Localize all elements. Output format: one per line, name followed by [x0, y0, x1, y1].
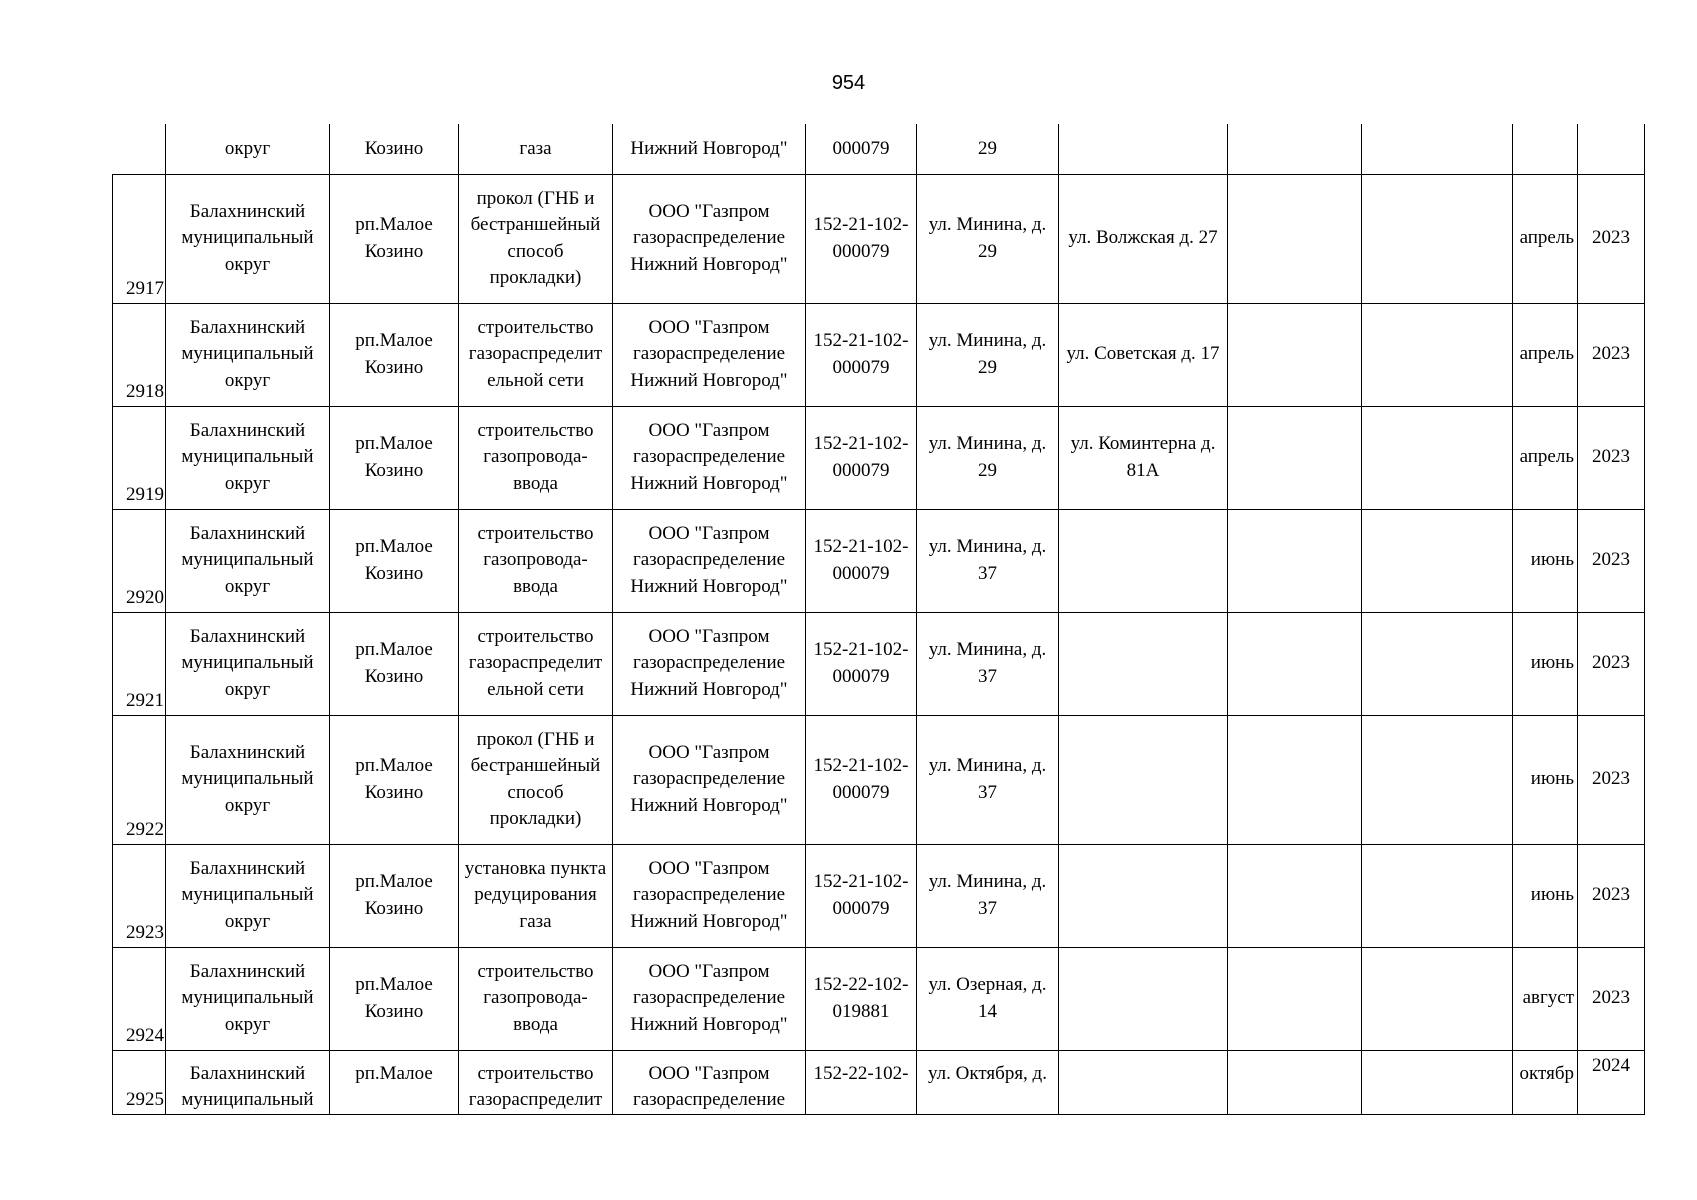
code-cell: 152-21-102- 000079	[806, 844, 917, 947]
work-type-cell: строительство газораспределит ельной сети	[459, 612, 613, 715]
district-cell: округ	[166, 124, 330, 174]
table-row	[113, 406, 1645, 509]
row-number: 2918	[113, 303, 166, 406]
table-row	[113, 509, 1645, 612]
work-type-cell: строительство газопровода- ввода	[459, 509, 613, 612]
year-cell: 2023	[1578, 844, 1645, 947]
empty-cell	[1362, 303, 1513, 406]
row-number	[113, 124, 166, 174]
year-cell: 2023	[1578, 303, 1645, 406]
organization-cell: ООО "Газпром газораспределение Нижний Новгород"	[613, 406, 806, 509]
table-row	[113, 1050, 1645, 1114]
year-cell: 2023	[1578, 509, 1645, 612]
empty-cell	[1228, 406, 1362, 509]
settlement-cell: рп.Малое Козино	[330, 509, 459, 612]
month-cell: апрель	[1513, 406, 1578, 509]
row-number: 2924	[113, 947, 166, 1050]
settlement-cell: Козино	[330, 124, 459, 174]
empty-cell	[1228, 844, 1362, 947]
code-cell: 152-22-102- 019881	[806, 947, 917, 1050]
month-cell: октябр	[1513, 1050, 1578, 1114]
empty-cell	[1362, 406, 1513, 509]
year-cell: 2023	[1578, 947, 1645, 1050]
object-address-cell: ул. Коминтерна д. 81А	[1059, 406, 1228, 509]
address-cell: ул. Минина, д. 29	[917, 406, 1059, 509]
district-cell: Балахнинский муниципальный округ	[166, 844, 330, 947]
address-cell: ул. Озерная, д. 14	[917, 947, 1059, 1050]
month-cell: июнь	[1513, 715, 1578, 844]
empty-cell	[1228, 509, 1362, 612]
month-cell	[1513, 124, 1578, 174]
address-cell: ул. Октября, д.	[917, 1050, 1059, 1114]
empty-cell	[1228, 124, 1362, 174]
address-cell: ул. Минина, д. 37	[917, 715, 1059, 844]
code-cell: 152-21-102- 000079	[806, 174, 917, 303]
settlement-cell: рп.Малое Козино	[330, 303, 459, 406]
table-row	[113, 124, 1645, 174]
address-cell: ул. Минина, д. 29	[917, 174, 1059, 303]
district-cell: Балахнинский муниципальный округ	[166, 174, 330, 303]
object-address-cell	[1059, 844, 1228, 947]
code-cell: 152-21-102- 000079	[806, 509, 917, 612]
month-cell: август	[1513, 947, 1578, 1050]
district-cell: Балахнинский муниципальный округ	[166, 715, 330, 844]
row-number: 2919	[113, 406, 166, 509]
organization-cell: ООО "Газпром газораспределение Нижний Новгород"	[613, 303, 806, 406]
object-address-cell: ул. Волжская д. 27	[1059, 174, 1228, 303]
organization-cell: ООО "Газпром газораспределение Нижний Новгород"	[613, 947, 806, 1050]
registry-body	[113, 124, 1645, 1114]
year-cell	[1578, 124, 1645, 174]
district-cell: Балахнинский муниципальный округ	[166, 947, 330, 1050]
empty-cell	[1362, 947, 1513, 1050]
work-type-cell: газа	[459, 124, 613, 174]
organization-cell: ООО "Газпром газораспределение Нижний Новгород"	[613, 612, 806, 715]
empty-cell	[1228, 947, 1362, 1050]
table-row	[113, 715, 1645, 844]
row-number: 2922	[113, 715, 166, 844]
settlement-cell: рп.Малое Козино	[330, 174, 459, 303]
row-number: 2923	[113, 844, 166, 947]
address-cell: ул. Минина, д. 37	[917, 509, 1059, 612]
organization-cell: ООО "Газпром газораспределение Нижний Новгород"	[613, 174, 806, 303]
code-cell: 000079	[806, 124, 917, 174]
year-cell: 2024	[1578, 1050, 1645, 1114]
empty-cell	[1362, 509, 1513, 612]
code-cell: 152-21-102- 000079	[806, 715, 917, 844]
settlement-cell: рп.Малое Козино	[330, 406, 459, 509]
object-address-cell	[1059, 509, 1228, 612]
settlement-cell: рп.Малое Козино	[330, 715, 459, 844]
district-cell: Балахнинский муниципальный округ	[166, 612, 330, 715]
empty-cell	[1228, 174, 1362, 303]
address-cell: 29	[917, 124, 1059, 174]
empty-cell	[1228, 612, 1362, 715]
year-cell: 2023	[1578, 406, 1645, 509]
district-cell: Балахнинский муниципальный округ	[166, 406, 330, 509]
empty-cell	[1362, 124, 1513, 174]
organization-cell: ООО "Газпром газораспределение	[613, 1050, 806, 1114]
organization-cell: ООО "Газпром газораспределение Нижний Новгород"	[613, 509, 806, 612]
settlement-cell: рп.Малое Козино	[330, 947, 459, 1050]
object-address-cell	[1059, 124, 1228, 174]
month-cell: июнь	[1513, 844, 1578, 947]
year-cell: 2023	[1578, 715, 1645, 844]
row-number: 2920	[113, 509, 166, 612]
empty-cell	[1362, 715, 1513, 844]
month-cell: июнь	[1513, 612, 1578, 715]
year-cell: 2023	[1578, 174, 1645, 303]
empty-cell	[1362, 1050, 1513, 1114]
work-type-cell: строительство газопровода- ввода	[459, 947, 613, 1050]
table-row	[113, 612, 1645, 715]
district-cell: Балахнинский муниципальный	[166, 1050, 330, 1114]
empty-cell	[1362, 844, 1513, 947]
code-cell: 152-22-102-	[806, 1050, 917, 1114]
organization-cell: ООО "Газпром газораспределение Нижний Новгород"	[613, 844, 806, 947]
work-type-cell: прокол (ГНБ и бестраншейный способ прокладки)	[459, 715, 613, 844]
code-cell: 152-21-102- 000079	[806, 406, 917, 509]
address-cell: ул. Минина, д. 37	[917, 612, 1059, 715]
year-cell: 2023	[1578, 612, 1645, 715]
object-address-cell: ул. Советская д. 17	[1059, 303, 1228, 406]
month-cell: апрель	[1513, 174, 1578, 303]
district-cell: Балахнинский муниципальный округ	[166, 303, 330, 406]
object-address-cell	[1059, 715, 1228, 844]
work-type-cell: строительство газораспределит	[459, 1050, 613, 1114]
object-address-cell	[1059, 1050, 1228, 1114]
registry-table	[112, 124, 1645, 1115]
organization-cell: ООО "Газпром газораспределение Нижний Новгород"	[613, 715, 806, 844]
object-address-cell	[1059, 947, 1228, 1050]
page-number: 954	[831, 72, 866, 94]
work-type-cell: прокол (ГНБ и бестраншейный способ прокладки)	[459, 174, 613, 303]
row-number: 2921	[113, 612, 166, 715]
empty-cell	[1228, 715, 1362, 844]
settlement-cell: рп.Малое Козино	[330, 612, 459, 715]
district-cell: Балахнинский муниципальный округ	[166, 509, 330, 612]
work-type-cell: строительство газопровода- ввода	[459, 406, 613, 509]
work-type-cell: установка пункта редуцирования газа	[459, 844, 613, 947]
organization-cell: Нижний Новгород"	[613, 124, 806, 174]
work-type-cell: строительство газораспределит ельной сети	[459, 303, 613, 406]
address-cell: ул. Минина, д. 29	[917, 303, 1059, 406]
row-number: 2917	[113, 174, 166, 303]
empty-cell	[1362, 174, 1513, 303]
empty-cell	[1228, 303, 1362, 406]
table-row	[113, 844, 1645, 947]
month-cell: апрель	[1513, 303, 1578, 406]
object-address-cell	[1059, 612, 1228, 715]
empty-cell	[1362, 612, 1513, 715]
code-cell: 152-21-102- 000079	[806, 303, 917, 406]
settlement-cell: рп.Малое Козино	[330, 844, 459, 947]
settlement-cell: рп.Малое	[330, 1050, 459, 1114]
month-cell: июнь	[1513, 509, 1578, 612]
address-cell: ул. Минина, д. 37	[917, 844, 1059, 947]
table-row	[113, 303, 1645, 406]
row-number: 2925	[113, 1050, 166, 1114]
table-row	[113, 174, 1645, 303]
code-cell: 152-21-102- 000079	[806, 612, 917, 715]
empty-cell	[1228, 1050, 1362, 1114]
table-row	[113, 947, 1645, 1050]
